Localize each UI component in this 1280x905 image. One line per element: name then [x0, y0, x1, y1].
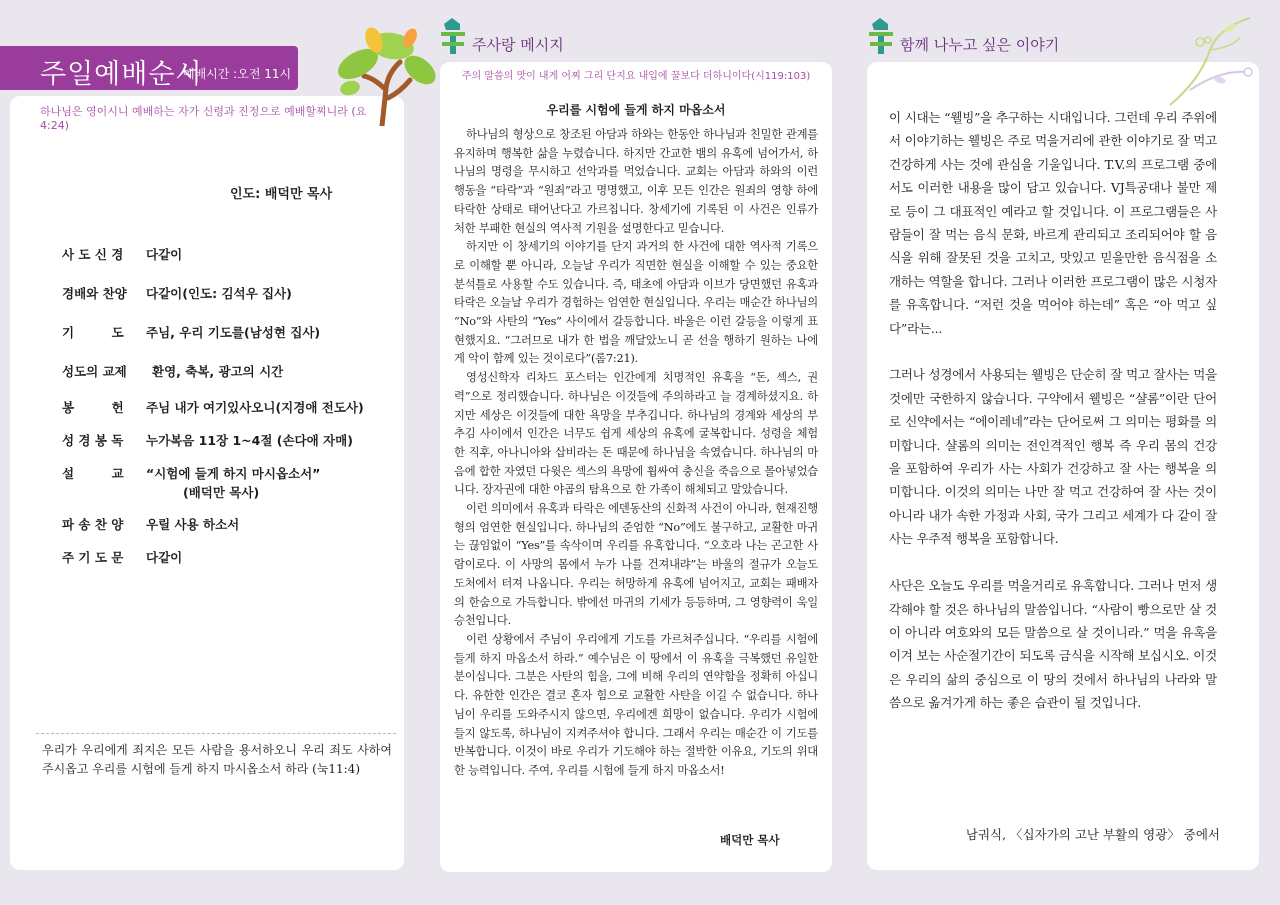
message-body: [454, 126, 818, 781]
order-label: 성도의 교제: [62, 364, 127, 379]
message-paragraph: 이런 의미에서 유혹과 타락은 에덴동산의 신화적 사건이 아니라, 현재진행형의 엄연한 현실입니다. 하나님의 준엄한 “No”에도 불구하고, 교활한 마귀는 끊임없이 “Yes”를 속삭이며 우리를 유혹합니다. “오호라 나는 곤고한 사람이로다. 이 사망의 몸에서 누가 나를 건져내랴”는 바울의 절규가 오늘도 도처에서 터져 나옵니다. 우리는 허망하게 유혹에 넘어지고, 교회는 패배자의 한숨으로 가득합니다. 밖에선 마귀의 기세가 등등하며, 그 영향력이 욱일승천입니다.: [454, 502, 818, 628]
cross-badge-icon: [866, 18, 896, 56]
order-label: 봉 헌: [62, 400, 124, 415]
worship-time: 예배시간 :오전 11시: [183, 67, 292, 81]
order-label: 사 도 신 경: [62, 247, 124, 262]
message-paragraph: 영성신학자 리차드 포스터는 인간에게 치명적인 유혹을 “돈, 섹스, 권력”으로 정리했습니다. 하나님은 이것들에 주의하라고 늘 경계하셨지요. 하지만 세상은 이것들에 대한 욕망을 부추깁니다. 하나님의 경계와 세상의 부추김 사이에서 인간은 너무도 쉽게 세상의 유혹에 굴복합니다. 성령을 체험한 직후, 아나니아와 삽비라는 돈 때문에 하나님을 속였습니다. 하나님의 마음에 합한 자였던 다윗은 섹스의 욕망에 휩싸여 충신을 죽음으로 몰아넣었습니다. 장자권에 대한 야곱의 탐욕으로 한 가족이 해체되고 말았습니다.: [454, 371, 818, 497]
service-leader: 인도: 배덕만 목사: [230, 187, 333, 202]
message-author: 배덕만 목사: [720, 833, 780, 847]
order-value: 누가복음 11장 1~4절 (손다애 자매): [146, 433, 353, 448]
story-paragraph: 사단은 오늘도 우리를 먹을거리로 유혹합니다. 그러나 먼저 생각해야 할 것은 하나님의 말씀입니다. “사람이 빵으로만 살 것이 아니라 여호와의 모든 말씀으로 살 것이니라.” 먹을 유혹을 이겨 보는 사순절기간이 되도록 금식을 시작해 보십시오. 이것은 우리의 삶의 중심으로 이 땅의 것에서 하나님의 나라와 말씀으로 옮겨가게 하는 좋은 습관이 될 것입니다.: [889, 578, 1217, 711]
order-label: 파 송 찬 양: [62, 517, 124, 532]
order-label: 설 교: [62, 466, 124, 481]
story-body: [889, 106, 1217, 738]
order-value: 주님, 우리 기도를(남성현 집사): [146, 325, 321, 340]
story-source: 남궈식, 〈십자가의 고난 부활의 영광〉 중에서: [965, 827, 1220, 842]
message-paragraph: 이런 상황에서 주님이 우리에게 기도를 가르쳐주십니다. “우리를 시험에 들게 하지 마옵소서 하라.” 예수님은 이 땅에서 이 유혹을 극복했던 유일한 분이십니다. 그분은 사탄의 힘을, 그에 비해 우리의 연약함을 정확히 아십니다. 유한한 인간은 결코 혼자 힘으로 교활한 사탄을 이길 수 없습니다. 하나님이 우리를 도와주시지 않으면, 우리에겐 희망이 없습니다. 우리가 시험에 들지 않도록, 하나님이 지켜주셔야 합니다. 그래서 우리는 매순간 이 기도를 반복합니다. 이것이 바로 우리가 기도해야 하는 절박한 이유요, 기도의 위대한 능력입니다. 주여, 우리를 시험에 들게 하지 마옵소서!: [454, 632, 818, 777]
message-verse: 주의 말씀의 맛이 내게 어찌 그리 단지요 내입에 꿀보다 더하니이다(시119:103): [461, 71, 811, 82]
order-value: 우릴 사용 하소서: [146, 517, 240, 532]
order-value: 다같이: [146, 550, 183, 565]
story-heading-text: 함께 나누고 싶은 이야기: [900, 36, 1060, 54]
order-value: 주님 내가 여기있사오니(지경애 전도사): [146, 400, 364, 415]
order-value: 다같이(인도: 김석우 집사): [146, 286, 292, 301]
story-paragraph: 이 시대는 “웰빙”을 추구하는 시대입니다. 그런데 우리 주위에서 이야기하는 웰빙은 주로 먹을거리에 관한 이야기로 잘 먹고 건강하게 사는 것에 관심을 기울입니다. T.V.의 프로그램 중에서도 이러한 내용을 많이 담고 있습니다. VJ특공대나 불만 제로 등이 그 대표적인 예라고 할 것입니다. 이 프로그램들은 사람들이 잘 먹는 음식 문화, 바르게 관리되고 조리되어야 할 음식을 위해 잘못된 것을 고치고, 맛있고 믿을만한 음식점을 소개하는 역할을 합니다. 그러나 이러한 프로그램이 많은 시청자를 유혹합니다. “저런 것을 먹어야 하는데” 혹은 “아 먹고 싶다”라는...: [889, 110, 1217, 336]
worship-verse: 하나님은 영이시니 예배하는 자가 신령과 진정으로 예배할찌니라 (요4:24): [40, 105, 367, 132]
order-value: [146, 464, 320, 502]
message-paragraph: 하지만 이 창세기의 이야기를 단지 과거의 한 사건에 대한 역사적 기록으로 이해할 뿐 아니라, 오늘날 우리가 직면한 현실을 이해할 수 있는 중요한 분석틀로 사용할 수도 있습니다. 즉, 태초에 아담과 이브가 당면했던 유혹과 타락은 오늘날 우리가 경험하는 엄연한 현실입니다. 우리는 매순간 하나님의 “No”와 사탄의 “Yes” 사이에서 갈등합니다. 바울은 이런 갈등을 이렇게 표현했지요. “그러므로 내가 한 법을 깨달았노니 곧 선을 행하기 원하는 나에게 악이 함께 있는 것이로다”(롬7:21).: [454, 240, 818, 366]
message-heading-text: 주사랑 메시지: [472, 36, 564, 54]
order-label: 주 기 도 문: [62, 550, 124, 565]
message-paragraph: 하나님의 형상으로 창조된 아담과 하와는 한동안 하나님과 친밀한 관계를 유지하며 행복한 삶을 누렸습니다. 하지만 간교한 뱀의 유혹에 넘어가서, 하나님의 명령을 무시하고 선악과를 먹었습니다. 교회는 아담과 하와의 이런 행동을 “타락”과 “원죄”라고 명명했고, 이후 모든 인간은 원죄의 영향 하에 타락한 상태로 태어난다고 가르칩니다. 창세기에 기록된 이 사건은 인류가 처한 부패한 현실의 역사적 기원을 설명한다고 믿습니다.: [454, 128, 818, 235]
order-label: 성 경 봉 독: [62, 433, 124, 448]
order-value: 다같이: [146, 247, 183, 262]
vine-icon: [1160, 10, 1270, 110]
order-value: 환영, 축복, 광고의 시간: [152, 364, 284, 379]
bottom-verse: 우리가 우리에게 죄지은 모든 사람을 용서하오니 우리 죄도 사하여 주시옵고 우리를 시험에 들게 하지 마시옵소서 하라 (눅11:4): [42, 743, 392, 776]
cross-badge-icon: [438, 18, 468, 56]
order-label: 경배와 찬양: [62, 286, 127, 301]
divider: [36, 733, 396, 734]
message-title: 우리를 시험에 들게 하지 마옵소서: [546, 103, 726, 117]
tree-icon: [330, 18, 440, 126]
worship-order-title: 주일예배순서: [40, 59, 203, 90]
sermon-preacher: (배덕만 목사): [183, 485, 260, 500]
story-paragraph: 그러나 성경에서 사용되는 웰빙은 단순히 잘 먹고 잘사는 먹을 것에만 국한하지 않습니다. 구약에서 웰빙은 “샬롬”이란 단어로 신약에서는 “에이레네”라는 단어로써 그 의미는 평화를 의미합니다. 샬롬의 의미는 전인격적인 행복 즉 우리 몸의 건강을 포함하여 우리가 사는 사회가 건강하고 잘 사는 행복을 의미합니다. 이것의 의미는 나만 잘 먹고 건강하여 잘 사는 것이 아니라 내가 속한 가정과 사회, 국가 그리고 세계가 다 같이 잘사는 우주적 행복을 포함합니다.: [889, 367, 1217, 547]
sermon-title: “시험에 들게 하지 마시옵소서”: [146, 466, 321, 481]
order-label: 기 도: [62, 325, 124, 340]
